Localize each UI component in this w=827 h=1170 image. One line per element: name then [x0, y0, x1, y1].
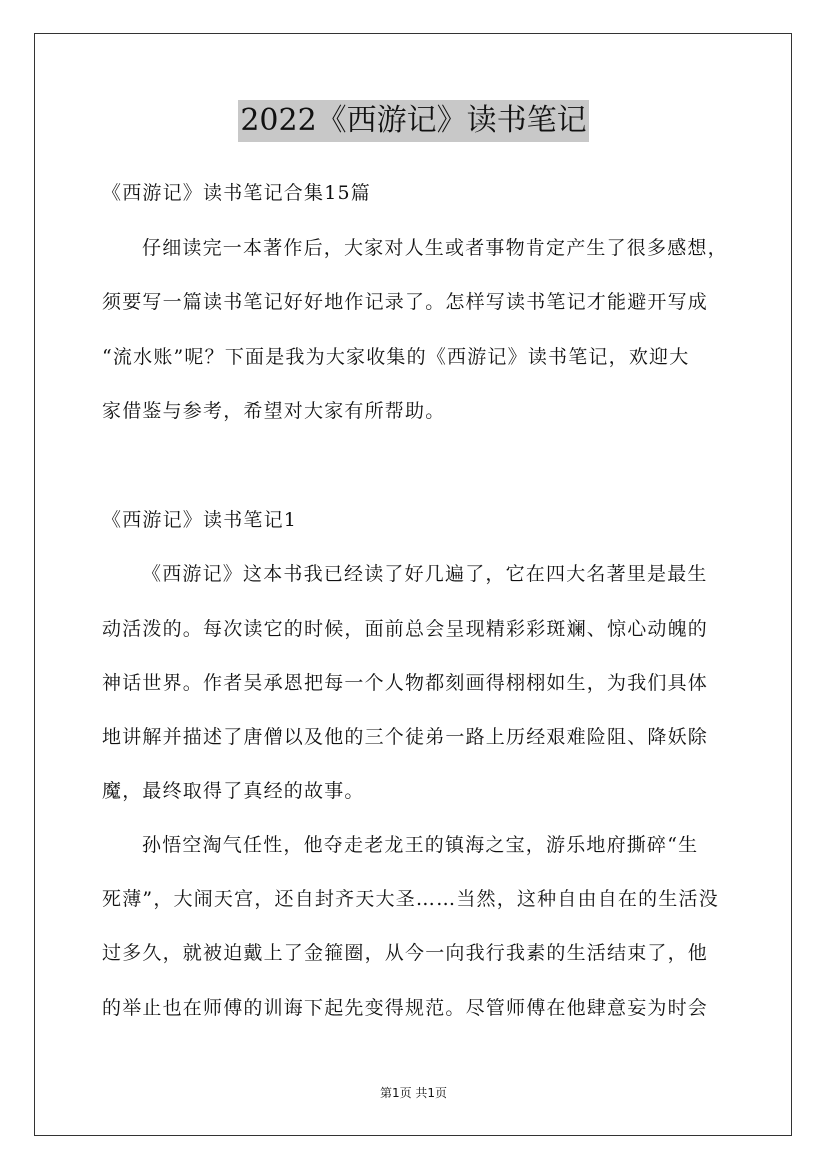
- paragraph-line: 死薄”，大闹天宫，还自封齐天大圣……当然，这种自由自在的生活没: [102, 888, 719, 910]
- document-title: 2022《西游记》读书笔记: [238, 100, 588, 142]
- paragraph-line: 过多久，就被迫戴上了金箍圈，从今一向我行我素的生活结束了，他: [102, 942, 709, 964]
- subtitle: 《西游记》读书笔记合集15篇: [102, 182, 371, 204]
- paragraph-line: 《西游记》这本书我已经读了好几遍了，它在四大名著里是最生: [142, 563, 708, 585]
- paragraph-line: 孙悟空淘气任性，他夺走老龙王的镇海之宝，游乐地府撕碎“生: [142, 834, 699, 856]
- paragraph-line: 神话世界。作者吴承恩把每一个人物都刻画得栩栩如生，为我们具体: [102, 672, 709, 694]
- intro-line: 须要写一篇读书笔记好好地作记录了。怎样写读书笔记才能避开写成: [102, 291, 709, 313]
- page-footer: 第1页 共1页: [379, 1086, 448, 1100]
- section-heading: 《西游记》读书笔记1: [102, 509, 298, 531]
- paragraph-line: 魔，最终取得了真经的故事。: [102, 780, 365, 802]
- paragraph-line: 的举止也在师傅的训诲下起先变得规范。尽管师傅在他肆意妄为时会: [102, 997, 709, 1019]
- intro-line: 家借鉴与参考，希望对大家有所帮助。: [102, 400, 446, 422]
- paragraph-line: 动活泼的。每次读它的时候，面前总会呈现精彩彩斑斓、惊心动魄的: [102, 618, 709, 640]
- title-container: [0, 100, 827, 142]
- intro-line: 仔细读完一本著作后，大家对人生或者事物肯定产生了很多感想，: [142, 237, 728, 259]
- paragraph-line: 地讲解并描述了唐僧以及他的三个徒弟一路上历经艰难险阻、降妖除: [102, 726, 709, 748]
- intro-line: “流水账”呢？下面是我为大家收集的《西游记》读书笔记，欢迎大: [102, 346, 690, 368]
